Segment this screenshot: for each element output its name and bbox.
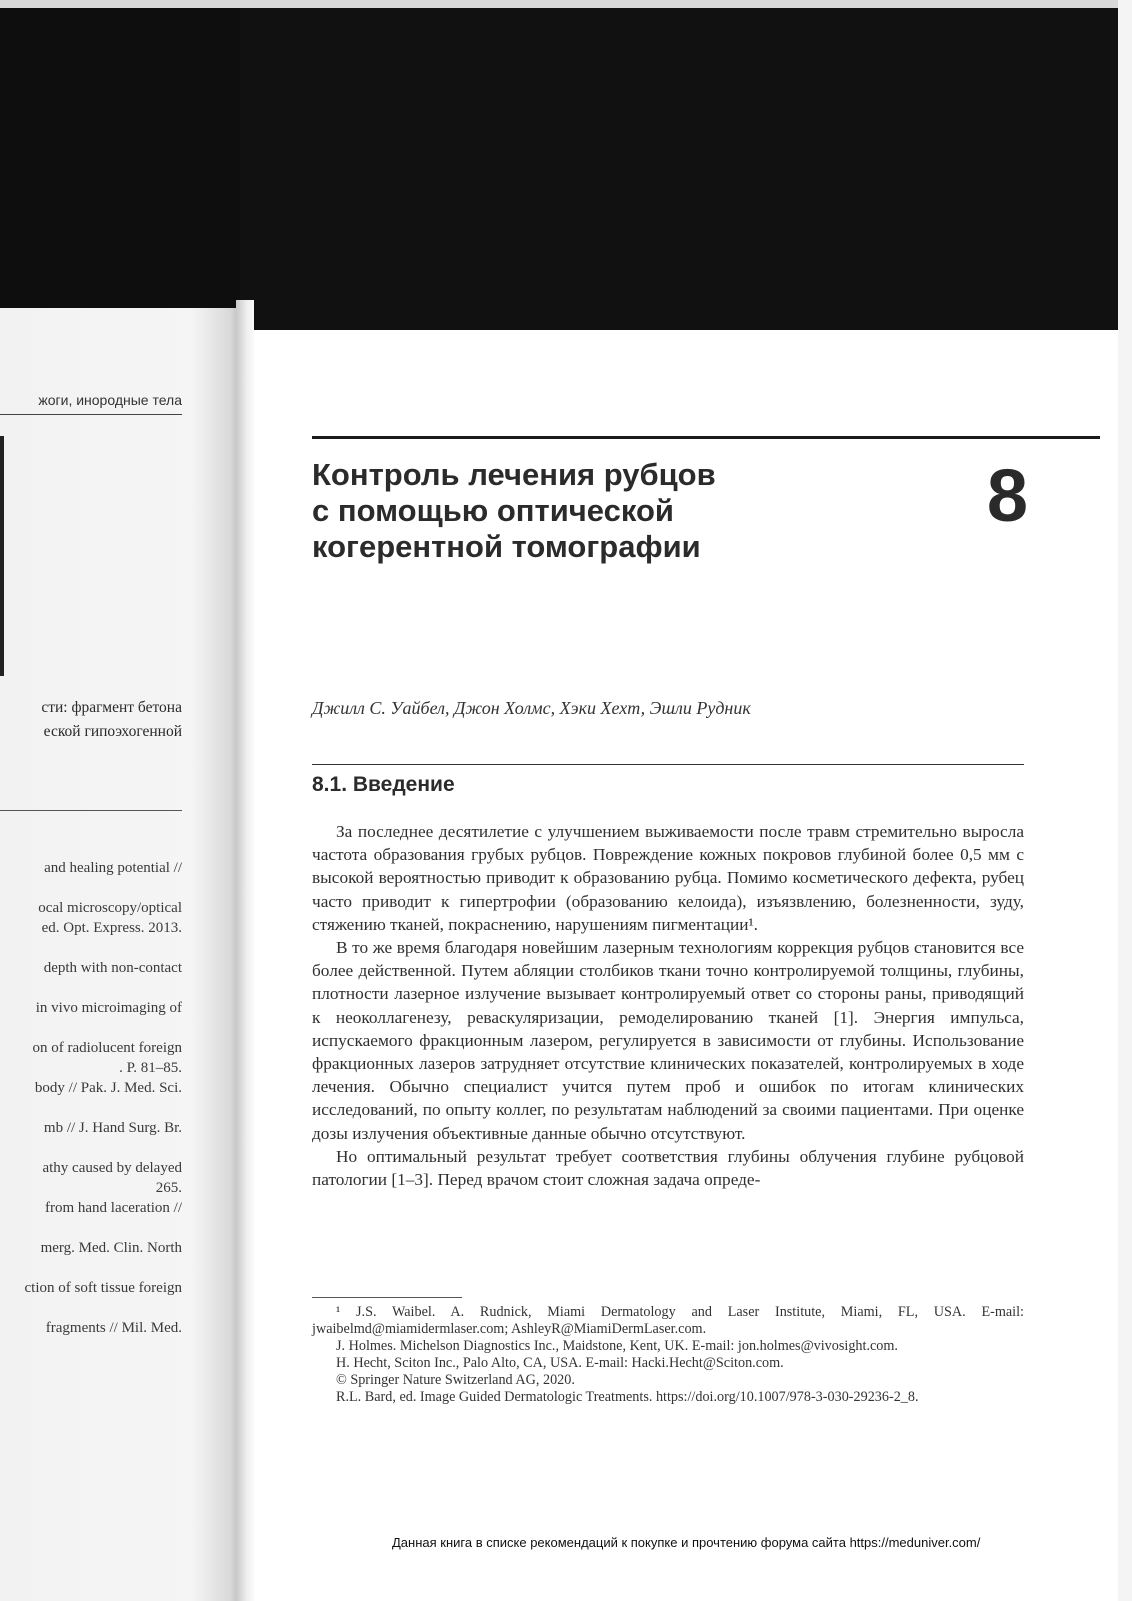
body-paragraph: За последнее десятилетие с улучшением выживаемости после травм стремительно выросла частота образования грубых рубцов. Повреждение кожных покровов глубиной более 0,5 мм с высокой вероятностью приводит к образованию рубца. Помимо косметического дефекта, рубец часто приводит к гипертрофии (образованию келоида), изъязвлению, болезненности, зуду, стяжению тканей, покраснению, нарушениям пигментации¹. bbox=[312, 822, 1024, 934]
chapter-title-line: когерентной томографии bbox=[312, 529, 701, 564]
caption-line: еской гипоэхогенной bbox=[43, 723, 182, 740]
section-rule bbox=[312, 764, 1024, 765]
body-paragraph: Но оптимальный результат требует соответствия глубины облучения глубине рубцовой патологии [1–3]. Перед врачом стоит сложная задача опреде- bbox=[312, 1146, 1024, 1190]
left-references-rule bbox=[0, 810, 182, 811]
reference-line bbox=[0, 1098, 182, 1118]
chapter-title bbox=[312, 457, 952, 565]
section-title: 8.1. Введение bbox=[312, 773, 455, 796]
footnote: ¹ J.S. Waibel. A. Rudnick, Miami Dermatology and Laser Institute, Miami, FL, USA. E-mail: jwaibelmd@miamidermlaser.com; AshleyR@MiamiDermLaser.com. bbox=[312, 1304, 1024, 1337]
reference-line bbox=[0, 1018, 182, 1038]
body-paragraph: В то же время благодаря новейшим лазерным технологиям коррекция рубцов становится все более действенной. Путем абляции столбиков ткани точно контролируемой толщины, глубины, плотности лазерное излучение вызывает контролируемый ответ со стороны раны, приводящий к неоколлагенезу, реваскуляризации, ремоделированию тканей [1]. Энергия импульса, испускаемого фракционным лазером, регулируется в зависимости от глубины. Использование фракционных лазеров затрудняет отсутствие клинических показателей, контролируемых в ходе лечения. Обычно специалист учится путем проб и ошибок по итогам клинических исследований, по опыту коллег, по результатам наблюдений за своими пациентами. При оценке дозы излучения объективные данные обычно отсутствуют. bbox=[312, 938, 1024, 1143]
left-running-header: жоги, инородные тела bbox=[38, 392, 182, 408]
page-edge bbox=[1118, 0, 1132, 1601]
chapter-number: 8 bbox=[986, 454, 1028, 537]
footnote-rule bbox=[312, 1297, 462, 1298]
chapter-title-line: с помощью оптической bbox=[312, 493, 674, 528]
reference-line: from hand laceration // bbox=[44, 1200, 182, 1216]
reference-line: fragments // Mil. Med. bbox=[45, 1320, 182, 1336]
reference-line: . P. 81–85. bbox=[119, 1060, 182, 1076]
footnote: H. Hecht, Sciton Inc., Palo Alto, CA, USA. E-mail: Hacki.Hecht@Sciton.com. bbox=[336, 1355, 784, 1371]
reference-line: on of radiolucent foreign bbox=[32, 1040, 182, 1056]
reference-line: body // Pak. J. Med. Sci. bbox=[34, 1080, 182, 1096]
reference-line bbox=[0, 1138, 182, 1158]
footnote: © Springer Nature Switzerland AG, 2020. bbox=[336, 1372, 575, 1388]
footnote: R.L. Bard, ed. Image Guided Dermatologic Treatments. https://doi.org/10.1007/978-3-030-29236-2_8. bbox=[336, 1389, 919, 1405]
reference-line: ction of soft tissue foreign bbox=[24, 1280, 182, 1296]
footnotes bbox=[312, 1304, 1024, 1406]
reference-line: merg. Med. Clin. North bbox=[40, 1240, 182, 1256]
reference-line: and healing potential // bbox=[44, 860, 182, 876]
reference-line bbox=[0, 1298, 182, 1318]
reference-line: mb // J. Hand Surg. Br. bbox=[43, 1120, 182, 1136]
chapter-rule bbox=[312, 436, 1100, 439]
reference-line: 265. bbox=[155, 1180, 182, 1196]
section-body bbox=[312, 820, 1024, 1191]
reference-line: ocal microscopy/optical bbox=[38, 900, 182, 916]
reference-line bbox=[0, 1218, 182, 1238]
reference-line bbox=[0, 938, 182, 958]
footnote: J. Holmes. Michelson Diagnostics Inc., Maidstone, Kent, UK. E-mail: jon.holmes@vivosight.com. bbox=[336, 1338, 898, 1354]
scan-shadow-right bbox=[240, 8, 1120, 330]
reference-line bbox=[0, 878, 182, 898]
reference-line: athy caused by delayed bbox=[42, 1160, 182, 1176]
chapter-authors: Джилл С. Уайбел, Джон Холмс, Хэки Хехт, Эшли Рудник bbox=[312, 698, 751, 718]
chapter-title-line: Контроль лечения рубцов bbox=[312, 457, 716, 492]
caption-line: сти: фрагмент бетона bbox=[41, 699, 182, 716]
reference-line bbox=[0, 1258, 182, 1278]
left-figure-caption bbox=[0, 696, 182, 744]
reference-line: ed. Opt. Express. 2013. bbox=[41, 920, 182, 936]
site-recommendation-footer: Данная книга в списке рекомендаций к покупке и прочтению форума сайта https://meduniver.com/ bbox=[392, 1535, 981, 1550]
reference-line bbox=[0, 978, 182, 998]
reference-line: depth with non-contact bbox=[43, 960, 182, 976]
left-header-rule bbox=[0, 414, 182, 415]
reference-line: in vivo microimaging of bbox=[35, 1000, 182, 1016]
left-figure-edge bbox=[0, 436, 4, 676]
book-spine-shadow bbox=[236, 300, 254, 1601]
left-references-list bbox=[0, 858, 182, 1338]
